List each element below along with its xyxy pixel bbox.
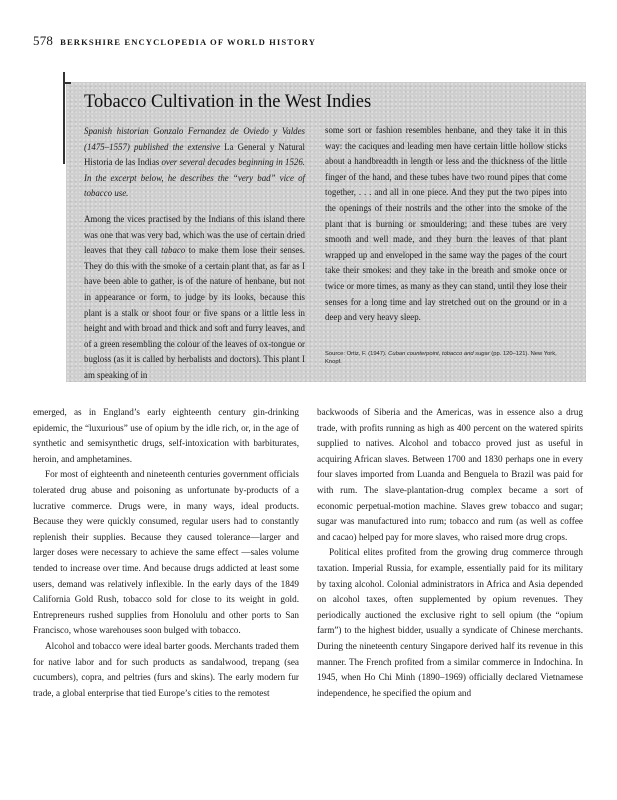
body-paragraph: emerged, as in England’s early eighteenth century gin-drinking epidemic, the “luxurious” use of opium by the idle rich, or, in the age of synthetic and semisynthetic drugs, self-intoxication with barbiturates, heroin, and amphetamines. [33, 407, 299, 464]
running-head [33, 33, 316, 49]
intro-work-title: La General y Natural Historia de las Indias [84, 141, 305, 168]
body-column-left [33, 405, 299, 701]
source-prefix: Source: Ortiz, F. (1947). [325, 351, 389, 357]
intro-text-1: Spanish historian Gonzalo Fernandez de Oviedo y Valdes (1475–1557) published the extensive [84, 126, 305, 152]
body-paragraph: Alcohol and tobacco were ideal barter goods. Merchants traded them for native labor and for such products as sandalwood, trepang (sea cucumbers), copra, and peltries (furs and skins). The early modern fur trade, a global enterprise that tied Europe’s cities to the remotest [33, 640, 299, 698]
sidebar-column-left [84, 124, 305, 384]
source-work: Cuban counterpoint, tobacco and sugar [388, 351, 490, 357]
sidebar-quote-part2: some sort or fashion resembles henbane, and they take it in this way: the caciques and leading men have certain little hollow sticks about a handbreadth in length or less and the thickness of the little finger of the hand, and these tubes have two round pipes that come together, . . . and all in one piece. And they put the two pipes into the openings of their nostrils and the other into the smoke of the plant that is burning or smouldering; and these tubes are very smooth and well made, and they burn the leaves of that plant wrapped up and enveloped in the same way the pages of the court take their smokes: and they take in the breath and smoke once or twice or more times, as many as they can stand, until they lose their senses for a long time and lay stretched out on the ground or in a deep and very heavy sleep. [325, 125, 567, 323]
quote-text-2: to make them lose their senses. They do this with the smoke of a certain plant that, as far as I have been able to gather, is of the nature of henbane, but not in appearance or form, to judge by its looks, because this plant is a stalk or shoot four or five spans or a little less in height and with broad and thick and soft and furry leaves, and of a green resembling the colour of the leaves of ox-tongue or bugloss (as it is called by herbalists and doctors). This plant I am speaking of in [84, 245, 305, 380]
page-number: 578 [33, 33, 54, 48]
sidebar-source [325, 350, 567, 367]
sidebar-quote-part1 [84, 212, 305, 384]
sidebar-column-right [325, 123, 567, 326]
quote-text-1: Among the vices practised by the Indians of this island there was one that was very bad, which was the use of certain dried leaves that they call [84, 213, 305, 256]
quote-term: tabaco [161, 245, 186, 256]
running-title: BERKSHIRE ENCYCLOPEDIA OF WORLD HISTORY [60, 37, 317, 47]
sidebar-rule-horizontal [63, 82, 71, 84]
body-paragraph: Political elites profited from the growing drug commerce through taxation. Imperial Russia, for example, essentially paid for its military by taxing alcohol. Colonial administrators in Africa and Asia depended on alcohol taxes, often supplemented by opium revenues. They periodically auctioned the exclusive right to sell opium (the “opium farm”) to the highest bidder, usually a syndicate of Chinese merchants. During the nineteenth century Singapore derived half its revenue in this manner. The French profited from a similar commerce in Indochina. In 1945, when Ho Chi Minh (1890–1969) officially declared Vietnamese independence, he specified the opium and [317, 547, 583, 698]
source-suffix: (pp. 120–121). New York, Knopf. [325, 351, 557, 366]
intro-text-2: over several decades beginning in 1526. In the excerpt below, he describes the “very bad” vice of tobacco use. [84, 157, 305, 199]
body-paragraph: For most of eighteenth and nineteenth centuries government officials tolerated drug abuse and poisoning as unfortunate by-products of a lucrative commerce. Drugs were, in many ways, ideal products. Because they were quickly consumed, regular users had to constantly replenish their supplies. Because they caused tolerance—larger and larger doses were necessary to achieve the same effect —sales volume tended to increase over time. And because drugs addicted at least some users, demand was relatively inflexible. In the early days of the 1849 California Gold Rush, tobacco sold for close to its weight in gold. Entrepreneurs rushed supplies from Honolulu and other ports to San Francisco, whose warehouses soon bulged with tobacco. [33, 469, 299, 636]
sidebar-title: Tobacco Cultivation in the West Indies [84, 92, 372, 112]
sidebar-intro [84, 124, 305, 202]
sidebar-rule-vertical [63, 72, 65, 164]
body-column-right [317, 405, 583, 701]
body-paragraph: backwoods of Siberia and the Americas, was in essence also a drug trade, with profits running as high as 400 percent on the watered spirits supplied to natives. Alcohol and tobacco proved just as useful in acquiring African slaves. Between 1700 and 1830 perhaps one in every four slaves imported from Luanda and Benguela to Brazil was paid for with rum. The slave-plantation-drug complex became a sort of economic perpetual-motion machine. Slaves grew tobacco and sugar; sugar was manufactured into rum; tobacco and rum (as well as coffee and cacao) helped pay for more slaves, who raised more drug crops. [317, 407, 583, 542]
